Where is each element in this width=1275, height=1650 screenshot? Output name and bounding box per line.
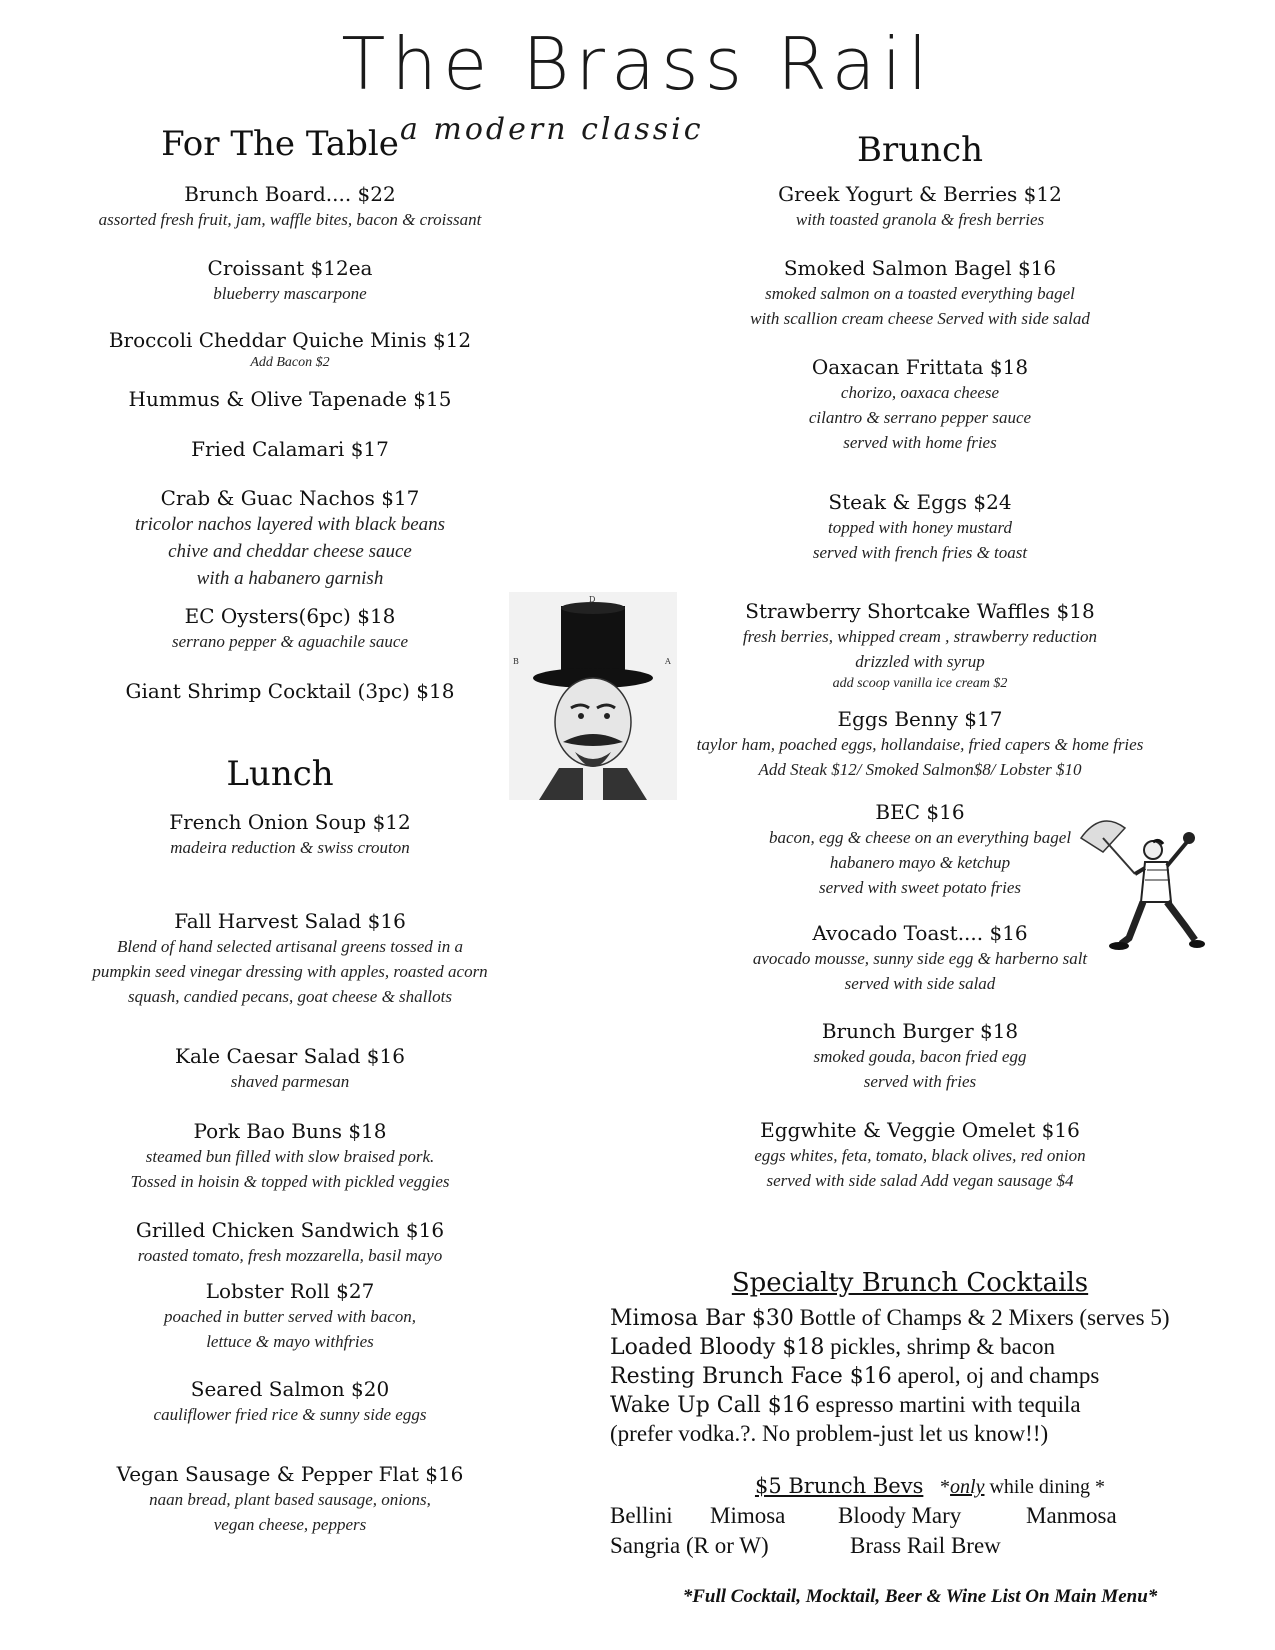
bev-item: Manmosa <box>1026 1503 1117 1528</box>
bevs-row-2 <box>610 1531 1250 1561</box>
item-desc: Blend of hand selected artisanal greens tossed in a <box>117 937 463 956</box>
bevs-note-rest: while dining * <box>984 1476 1106 1498</box>
cocktail-name: Loaded Bloody $18 <box>610 1335 825 1360</box>
item-name: Brunch Burger $18 <box>821 1019 1019 1043</box>
menu-item <box>70 1461 510 1537</box>
bevs-title-row <box>610 1474 1250 1499</box>
top-hat-gentleman-illustration <box>509 592 677 800</box>
item-desc: with toasted granola & fresh berries <box>795 210 1045 229</box>
item-name: Brunch Board.... $22 <box>184 182 396 206</box>
umbrella-man-illustration <box>1075 808 1205 958</box>
item-name: Smoked Salmon Bagel $16 <box>783 256 1057 280</box>
item-desc: served with french fries & toast <box>812 543 1028 562</box>
item-desc: steamed bun filled with slow braised pork. <box>145 1147 435 1166</box>
item-desc: with scallion cream cheese Served with side salad <box>750 309 1090 328</box>
item-name: Pork Bao Buns $18 <box>193 1119 387 1143</box>
bev-item: Sangria (R or W) <box>610 1533 769 1558</box>
item-name: Grilled Chicken Sandwich $16 <box>135 1218 445 1242</box>
menu-item <box>40 908 540 1009</box>
bev-item: Bloody Mary <box>838 1503 962 1528</box>
menu-item <box>650 1018 1190 1094</box>
item-desc: fresh berries, whipped cream , strawberry reduction <box>742 627 1098 646</box>
menu-item <box>70 485 510 592</box>
item-name: Hummus & Olive Tapenade $15 <box>128 387 452 411</box>
menu-item <box>70 603 510 654</box>
section-title-lunch: Lunch <box>226 754 334 794</box>
item-desc: with a habanero garnish <box>196 568 384 589</box>
item-name: Vegan Sausage & Pepper Flat $16 <box>116 1462 464 1486</box>
cocktail-name: Wake Up Call $16 <box>610 1393 810 1418</box>
item-name: Fall Harvest Salad $16 <box>174 909 406 933</box>
item-desc: drizzled with syrup <box>855 652 985 671</box>
bevs-note-prefix: * <box>940 1476 951 1498</box>
for-the-table-section <box>70 0 510 740</box>
cocktail-detail: aperol, oj and champs <box>891 1363 1100 1388</box>
item-desc: topped with honey mustard <box>828 518 1012 537</box>
item-desc: Tossed in hoisin & topped with pickled veggies <box>130 1172 450 1191</box>
item-desc: Add Steak $12/ Smoked Salmon$8/ Lobster $10 <box>758 760 1082 779</box>
bevs-note <box>940 1476 1105 1498</box>
item-desc: bacon, egg & cheese on an everything bagel <box>768 828 1072 847</box>
cocktail-line <box>610 1304 1250 1333</box>
item-desc: eggs whites, feta, tomato, black olives, red onion <box>754 1146 1086 1165</box>
item-desc: poached in butter served with bacon, <box>163 1307 417 1326</box>
cocktails-title: Specialty Brunch Cocktails <box>731 1268 1089 1298</box>
menu-item <box>70 1376 510 1427</box>
menu-item <box>70 436 510 462</box>
bevs-title: $5 Brunch Bevs <box>754 1474 924 1498</box>
svg-text:A: A <box>665 657 671 666</box>
menu-item <box>70 255 510 306</box>
item-desc: blueberry mascarpone <box>213 284 367 303</box>
item-desc: habanero mayo & ketchup <box>829 853 1011 872</box>
item-name: EC Oysters(6pc) $18 <box>184 604 396 628</box>
restaurant-logo: The Brass Rail <box>341 22 934 106</box>
bev-item: Brass Rail Brew <box>850 1533 1001 1558</box>
item-desc: chorizo, oaxaca cheese <box>840 383 1000 402</box>
item-desc: roasted tomato, fresh mozzarella, basil mayo <box>137 1246 443 1265</box>
menu-item <box>70 327 510 373</box>
item-name: Broccoli Cheddar Quiche Minis $12 <box>108 328 472 352</box>
menu-item <box>650 354 1190 455</box>
item-name: Eggs Benny $17 <box>837 707 1003 731</box>
brunch-section <box>650 0 1190 1240</box>
cocktail-line <box>610 1333 1250 1362</box>
item-desc: served with side salad <box>844 974 996 993</box>
cocktail-name: Resting Brunch Face $16 <box>610 1364 892 1389</box>
section-title-brunch: Brunch <box>857 130 983 170</box>
menu-item <box>650 255 1190 331</box>
cocktail-detail: pickles, shrimp & bacon <box>824 1334 1055 1359</box>
tagline: a modern classic <box>400 112 704 147</box>
item-desc: served with side salad Add vegan sausage $4 <box>766 1171 1074 1190</box>
specialty-cocktails-section <box>610 1268 1250 1561</box>
menu-item <box>70 678 510 704</box>
item-desc: avocado mousse, sunny side egg & harberno salt <box>752 949 1088 968</box>
item-desc: taylor ham, poached eggs, hollandaise, fried capers & home fries <box>696 735 1144 754</box>
svg-text:D: D <box>589 595 596 604</box>
menu-item <box>70 181 510 232</box>
item-desc: squash, candied pecans, goat cheese & shallots <box>128 987 452 1006</box>
bev-item: Mimosa <box>710 1503 786 1528</box>
item-name: Eggwhite & Veggie Omelet $16 <box>760 1118 1080 1142</box>
item-desc: shaved parmesan <box>230 1072 350 1091</box>
item-desc: madeira reduction & swiss crouton <box>170 838 410 857</box>
menu-item <box>620 706 1220 782</box>
menu-item <box>650 598 1190 694</box>
bevs-row-1 <box>610 1501 1250 1531</box>
item-name: Croissant $12ea <box>207 256 373 280</box>
item-desc: chive and cheddar cheese sauce <box>168 541 412 562</box>
item-desc: naan bread, plant based sausage, onions, <box>149 1490 431 1509</box>
section-title-for-the-table: For The Table <box>161 124 399 164</box>
item-addon: Add Bacon $2 <box>250 355 330 370</box>
menu-item <box>70 1278 510 1354</box>
menu-item <box>70 1043 510 1094</box>
item-name: BEC $16 <box>875 800 965 824</box>
item-desc: smoked salmon on a toasted everything bagel <box>765 284 1075 303</box>
menu-item <box>650 1117 1190 1193</box>
item-desc: lettuce & mayo withfries <box>206 1332 374 1351</box>
item-name: Strawberry Shortcake Waffles $18 <box>745 599 1095 623</box>
menu-item <box>70 1217 510 1268</box>
item-name: Steak & Eggs $24 <box>828 490 1012 514</box>
bevs-note-only: only <box>950 1476 985 1498</box>
item-desc: assorted fresh fruit, jam, waffle bites, bacon & croissant <box>98 210 482 229</box>
item-name: French Onion Soup $12 <box>169 810 411 834</box>
item-name: Oaxacan Frittata $18 <box>811 355 1029 379</box>
cocktail-line <box>610 1391 1250 1420</box>
item-name: Seared Salmon $20 <box>190 1377 390 1401</box>
lunch-section <box>70 740 510 1620</box>
item-name: Fried Calamari $17 <box>191 437 389 461</box>
menu-item <box>650 489 1190 565</box>
item-name: Kale Caesar Salad $16 <box>175 1044 405 1068</box>
item-name: Greek Yogurt & Berries $12 <box>778 182 1062 206</box>
item-name: Crab & Guac Nachos $17 <box>160 486 420 510</box>
item-desc: vegan cheese, peppers <box>213 1515 367 1534</box>
item-name: Avocado Toast.... $16 <box>812 921 1028 945</box>
menu-item <box>70 386 510 412</box>
cocktail-detail: Bottle of Champs & 2 Mixers (serves 5) <box>793 1305 1170 1330</box>
item-desc: cauliflower fried rice & sunny side eggs <box>153 1405 427 1424</box>
item-desc: served with home fries <box>843 433 997 452</box>
cocktail-name: Mimosa Bar $30 <box>610 1306 794 1331</box>
item-desc: tricolor nachos layered with black beans <box>134 514 446 535</box>
menu-item <box>70 1118 510 1194</box>
item-addon: add scoop vanilla ice cream $2 <box>832 676 1008 691</box>
footer-note: *Full Cocktail, Mocktail, Beer & Wine List On Main Menu* <box>682 1586 1158 1607</box>
cocktail-line <box>610 1362 1250 1391</box>
cocktail-line <box>610 1420 1250 1448</box>
item-desc: served with fries <box>863 1072 977 1091</box>
menu-item <box>650 181 1190 232</box>
item-desc: cilantro & serrano pepper sauce <box>808 408 1032 427</box>
bev-item: Bellini <box>610 1503 673 1528</box>
svg-text:B: B <box>513 657 519 666</box>
item-name: Lobster Roll $27 <box>205 1279 375 1303</box>
cocktail-detail: (prefer vodka.?. No problem-just let us know!!) <box>610 1421 1049 1446</box>
item-desc: pumpkin seed vinegar dressing with apples, roasted acorn <box>92 962 488 981</box>
cocktail-detail: espresso martini with tequila <box>809 1392 1081 1417</box>
item-desc: serrano pepper & aguachile sauce <box>171 632 409 651</box>
item-desc: served with sweet potato fries <box>818 878 1022 897</box>
menu-item <box>70 809 510 860</box>
item-name: Giant Shrimp Cocktail (3pc) $18 <box>125 679 455 703</box>
item-desc: smoked gouda, bacon fried egg <box>813 1047 1027 1066</box>
